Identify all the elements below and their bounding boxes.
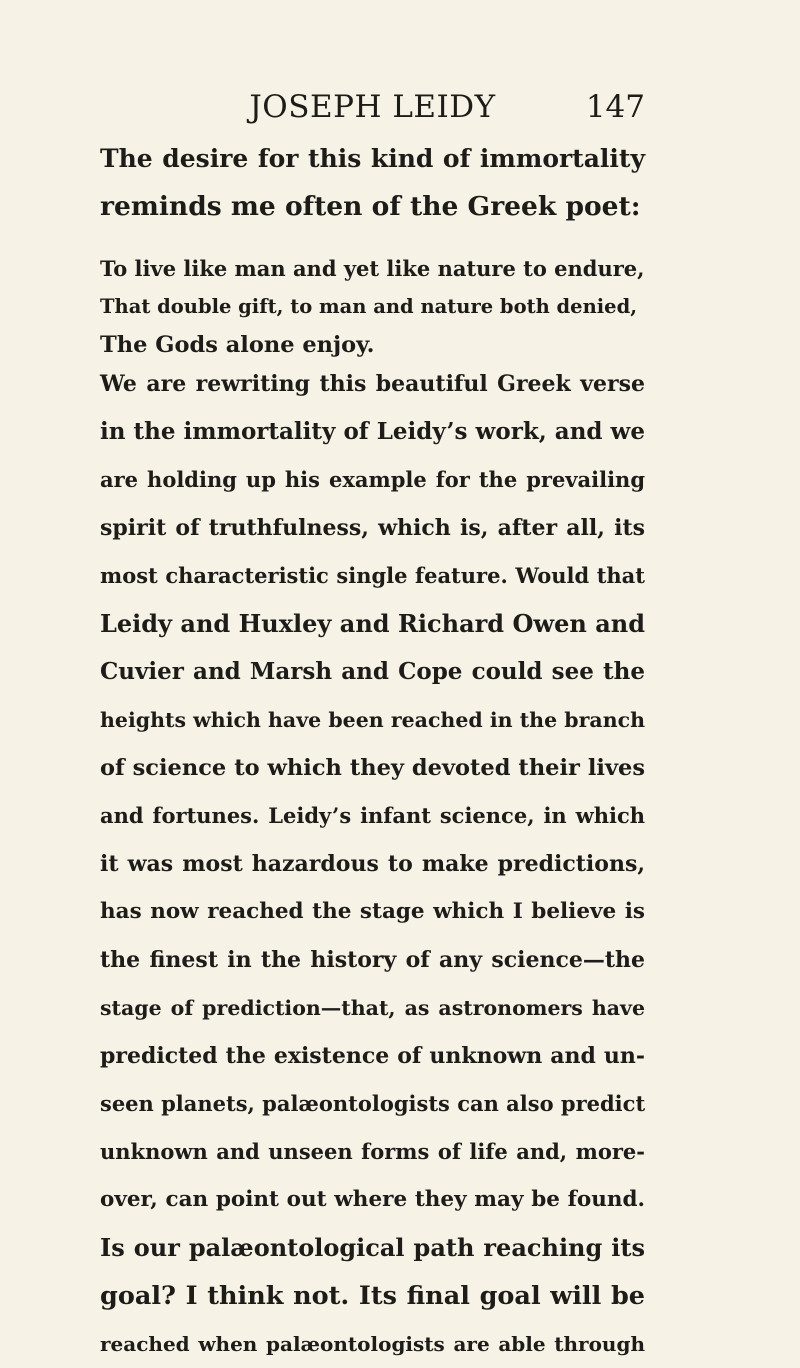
text-line: over, can point out where they may be found. (100, 1187, 645, 1212)
text-line: unknown and unseen forms of life and, more- (100, 1139, 645, 1164)
verse-line: That double gift, to man and nature both denied, (100, 295, 638, 318)
text-line: stage of prediction—that, as astronomers have (100, 996, 645, 1020)
text-line: and fortunes. Leidy’s infant science, in which (100, 803, 645, 828)
text-line: reminds me often of the Greek poet: (100, 191, 641, 222)
text-line: reached when palæontologists are able through (100, 1332, 645, 1356)
text-line: are holding up his example for the prevailing (100, 467, 645, 492)
running-title: JOSEPH LEIDY (249, 89, 496, 125)
text-line: Leidy and Huxley and Richard Owen and (100, 609, 645, 638)
text-line: of science to which they devoted their lives (100, 755, 645, 781)
text-line: predicted the existence of unknown and un- (100, 1043, 645, 1069)
text-line: We are rewriting this beautiful Greek verse (100, 371, 645, 397)
text-line: in the immortality of Leidy’s work, and we (100, 418, 645, 445)
text-line: goal? I think not. Its final goal will be (100, 1281, 645, 1311)
text-line: Cuvier and Marsh and Cope could see the (100, 658, 645, 685)
text-line: The desire for this kind of immortality (100, 144, 645, 173)
text-line: it was most hazardous to make predictions, (100, 851, 645, 877)
page-number: 147 (585, 89, 645, 125)
intro-paragraph (100, 135, 645, 231)
text-line: most characteristic single feature. Would that (100, 563, 645, 588)
text-line: the finest in the history of any science—the (100, 947, 645, 973)
verse-line: To live like man and yet like nature to endure, (100, 256, 645, 281)
body-paragraph (100, 360, 645, 1368)
text-line: has now reached the stage which I believe is (100, 899, 645, 924)
text-line: seen planets, palæontologists can also predict (100, 1091, 646, 1116)
text-line: heights which have been reached in the branch (100, 708, 645, 732)
text-line: spirit of truthfulness, which is, after all, its (100, 515, 645, 541)
verse-quotation (100, 250, 645, 364)
verse-line: The Gods alone enjoy. (100, 332, 375, 358)
page-header (100, 85, 645, 129)
text-line: Is our palæontological path reaching its (100, 1233, 645, 1262)
